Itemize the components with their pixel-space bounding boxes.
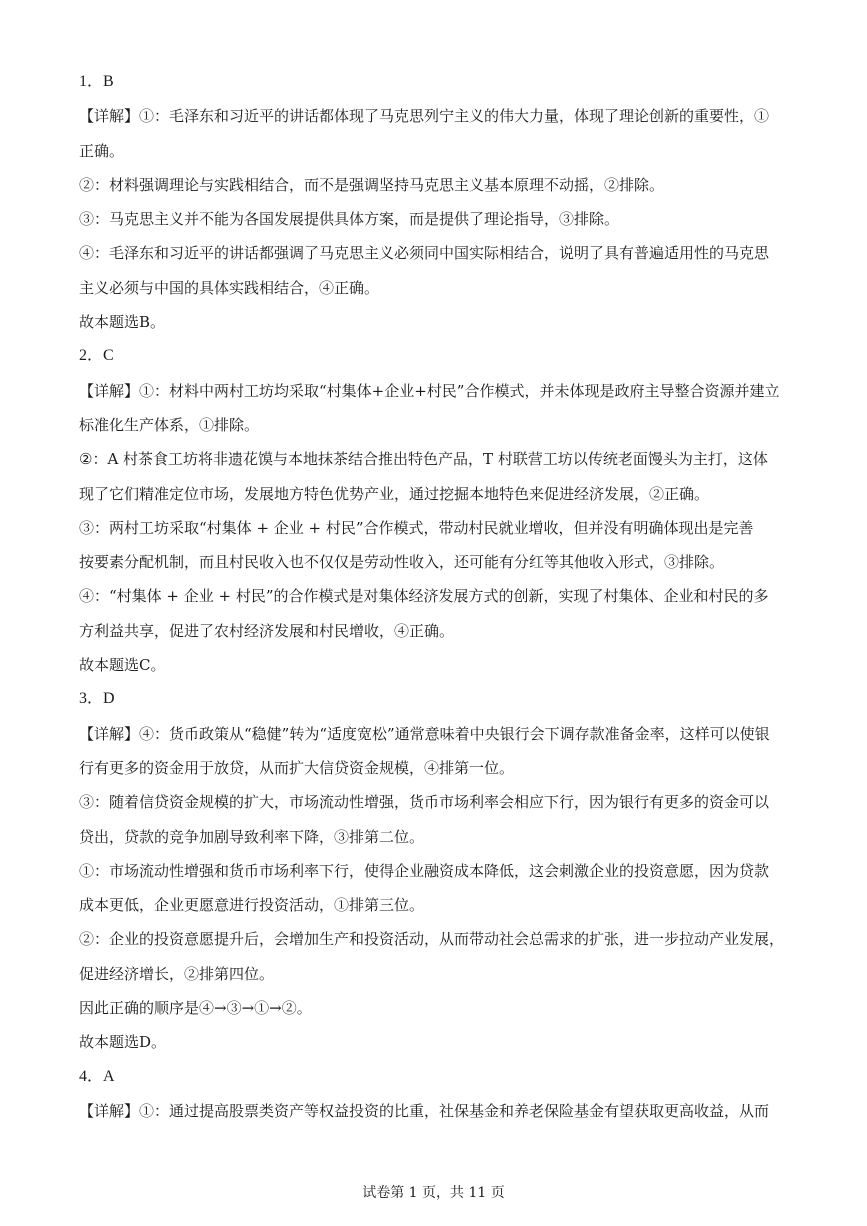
- paragraph-line: ③：马克思主义并不能为各国发展提供具体方案，而是提供了理论指导，③排除。: [79, 210, 620, 229]
- conclusion-line: 故本题选C。: [79, 656, 166, 675]
- paragraph-line: 【详解】①：通过提高股票类资产等权益投资的比重，社保基金和养老保险基金有望获取更高收益，从而: [79, 1101, 770, 1120]
- paragraph-line: ④：“村集体 + 企业 + 村民”的合作模式是对集体经济发展方式的创新，实现了村集体、企业和村民的多: [79, 587, 769, 606]
- paragraph-line: 按要素分配机制，而且村民收入也不仅仅是劳动性收入，还可能有分红等其他收入形式，③排除。: [79, 553, 725, 572]
- page-footer: 试卷第 1 页，共 11 页: [362, 1185, 505, 1201]
- paragraph-line: ④：毛泽东和习近平的讲话都强调了马克思主义必须同中国实际相结合，说明了具有普遍适用性的马克思: [79, 244, 770, 263]
- order-line: 因此正确的顺序是④→③→①→②。: [79, 999, 312, 1018]
- paragraph-line: ③：随着信贷资金规模的扩大，市场流动性增强，货币市场利率会相应下行，因为银行有更多的资金可以: [79, 793, 770, 812]
- paragraph-line: 【详解】①：毛泽东和习近平的讲话都体现了马克思列宁主义的伟大力量，体现了理论创新的重要性，①: [79, 107, 770, 126]
- paragraph-line: 方利益共享，促进了农村经济发展和村民增收，④正确。: [79, 621, 455, 640]
- paragraph-line: 【详解】④：货币政策从“稳健”转为“适度宽松”通常意味着中央银行会下调存款准备金率，这样可以使银: [79, 724, 770, 743]
- paragraph-line: 主义必须与中国的具体实践相结合，④正确。: [79, 278, 380, 297]
- paragraph-line: ②：材料强调理论与实践相结合，而不是强调坚持马克思主义基本原理不动摇，②排除。: [79, 175, 665, 194]
- paragraph-line: 促进经济增长，②排第四位。: [79, 964, 275, 983]
- paragraph-line: 现了它们精准定位市场，发展地方特色优势产业，通过挖掘本地特色来促进经济发展，②正确。: [79, 484, 710, 503]
- paragraph-line: ③：两村工坊采取“村集体 + 企业 + 村民”合作模式，带动村民就业增收，但并没有明确体现出是完善: [79, 518, 754, 537]
- answer-1-heading: 1．B: [79, 73, 114, 90]
- conclusion-line: 故本题选D。: [79, 1033, 167, 1052]
- paragraph-line: 贷出，贷款的竞争加剧导致利率下降，③排第二位。: [79, 827, 425, 846]
- paragraph-line: 【详解】①：材料中两村工坊均采取“村集体+企业+村民”合作模式，并未体现是政府主导整合资源并建立: [79, 381, 780, 400]
- paragraph-line: 成本更低，企业更愿意进行投资活动，①排第三位。: [79, 896, 425, 915]
- conclusion-line: 故本题选B。: [79, 313, 166, 332]
- paragraph-line: 行有更多的资金用于放贷，从而扩大信贷资金规模，④排第一位。: [79, 758, 515, 777]
- paragraph-line: ①：市场流动性增强和货币市场利率下行，使得企业融资成本降低，这会刺激企业的投资意愿，因为贷款: [79, 861, 770, 880]
- paragraph-line: ②：企业的投资意愿提升后，会增加生产和投资活动，从而带动社会总需求的扩张，进一步拉动产业发展，: [79, 930, 785, 949]
- answer-2-heading: 2．C: [79, 347, 114, 365]
- paragraph-line: 正确。: [79, 141, 125, 160]
- paragraph-line: 标准化生产体系，①排除。: [79, 415, 260, 434]
- answer-4-heading: 4．A: [79, 1067, 115, 1085]
- paragraph-line: ②：A 村茶食工坊将非遗花馍与本地抹茶结合推出特色产品，T 村联营工坊以传统老面馒头为主打，这体: [79, 450, 768, 469]
- answer-content: [79, 72, 799, 1135]
- answer-3-heading: 3．D: [79, 690, 115, 708]
